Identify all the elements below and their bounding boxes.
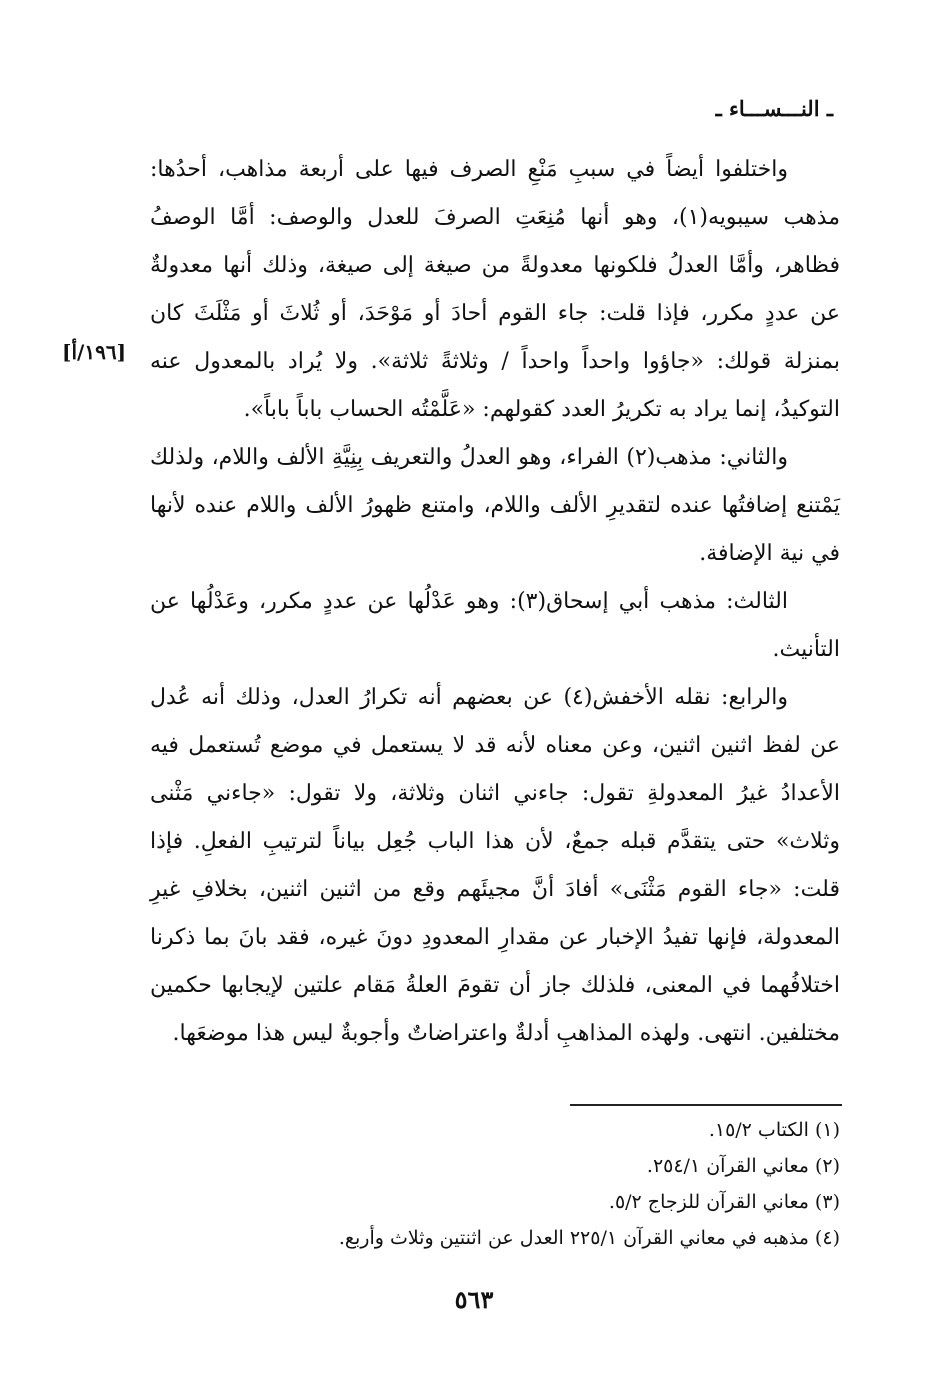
footnotes xyxy=(150,1112,840,1256)
paragraph-4: والرابع: نقله الأخفش(٤) عن بعضهم أنه تكرارُ العدل، وذلك أنه عُدل عن لفظ اثنين اثنين، وعن معناه لأنه قد لا يستعمل في موضع تُستعمل فيه الأعدادُ غيرُ المعدولةِ تقول: جاءني اثنان وثلاثة، ولا تقول: «جاءني مَثْنى وثلاث» حتى يتقدَّم قبله جمعٌ، لأن هذا الباب جُعِل بياناً لترتيبِ الفعلِ. فإذا قلت: «جاء القوم مَثْنَى» أفادَ أنَّ مجيئَهم وقع من اثنين اثنين، بخلافِ غيرِ المعدولة، فإنها تفيدُ الإخبار عن مقدارِ المعدودِ دونَ غيره، فقد بانَ بما ذكرنا اختلافُهما في المعنى، فلذلك جاز أن تقومَ العلةُ مَقام علتين لإيجابها حكمين مختلفين. انتهى. ولهذه المذاهبِ أدلةٌ واعتراضاتٌ وأجوبةٌ ليس هذا موضعَها. xyxy=(150,685,840,1046)
footnote-1: (١) الكتاب ١٥/٢. xyxy=(708,1119,840,1141)
paragraph-2: والثاني: مذهب(٢) الفراء، وهو العدلُ والتعريف بِنِيَّةِ الألف واللام، ولذلك يَمْتنع إضافتُها عنده لتقديرِ الألف واللام، وامتنع ظهورُ الألف واللام عنده لأنها في نية الإضافة. xyxy=(150,445,840,566)
footnote-4: (٤) مذهبه في معاني القرآن ٢٢٥/١ العدل عن اثنتين وثلاث وأربع. xyxy=(338,1227,840,1249)
footnote-divider xyxy=(570,1104,842,1106)
paragraph-1: واختلفوا أيضاً في سببِ مَنْعِ الصرف فيها على أربعة مذاهب، أحدُها: مذهب سيبويه(١)، وهو أنها مُنِعَتِ الصرفَ للعدل والوصف: أمَّا الوصفُ فظاهر، وأمَّا العدلُ فلكونها معدولةً من صيغة إلى صيغة، وذلك أنها معدولةٌ عن عددٍ مكرر، فإذا قلت: جاء القوم أحادَ أو مَوْحَدَ، أو ثُلاثَ أو مَثْلَثَ كان بمنزلة قولك: «جاؤوا واحداً واحداً / وثلاثةً ثلاثة». ولا يُراد بالمعدول عنه التوكيدُ، إنما يراد به تكريرُ العدد كقولهم: «عَلَّمْتُه الحساب باباً باباً». xyxy=(150,157,841,422)
running-header: ـ النـــســـاء ـ xyxy=(715,96,833,121)
main-text xyxy=(150,146,840,1058)
footnote-2: (٢) معاني القرآن ٢٥٤/١. xyxy=(646,1155,840,1177)
page-number: ٥٦٣ xyxy=(454,1285,494,1314)
folio-marker: [١٩٦/أ] xyxy=(62,340,127,364)
paragraph-3: الثالث: مذهب أبي إسحاق(٣): وهو عَدْلُها عن عددٍ مكرر، وعَدْلُها عن التأنيث. xyxy=(150,589,840,662)
footnote-3: (٣) معاني القرآن للزجاج ٥/٢. xyxy=(608,1191,840,1213)
